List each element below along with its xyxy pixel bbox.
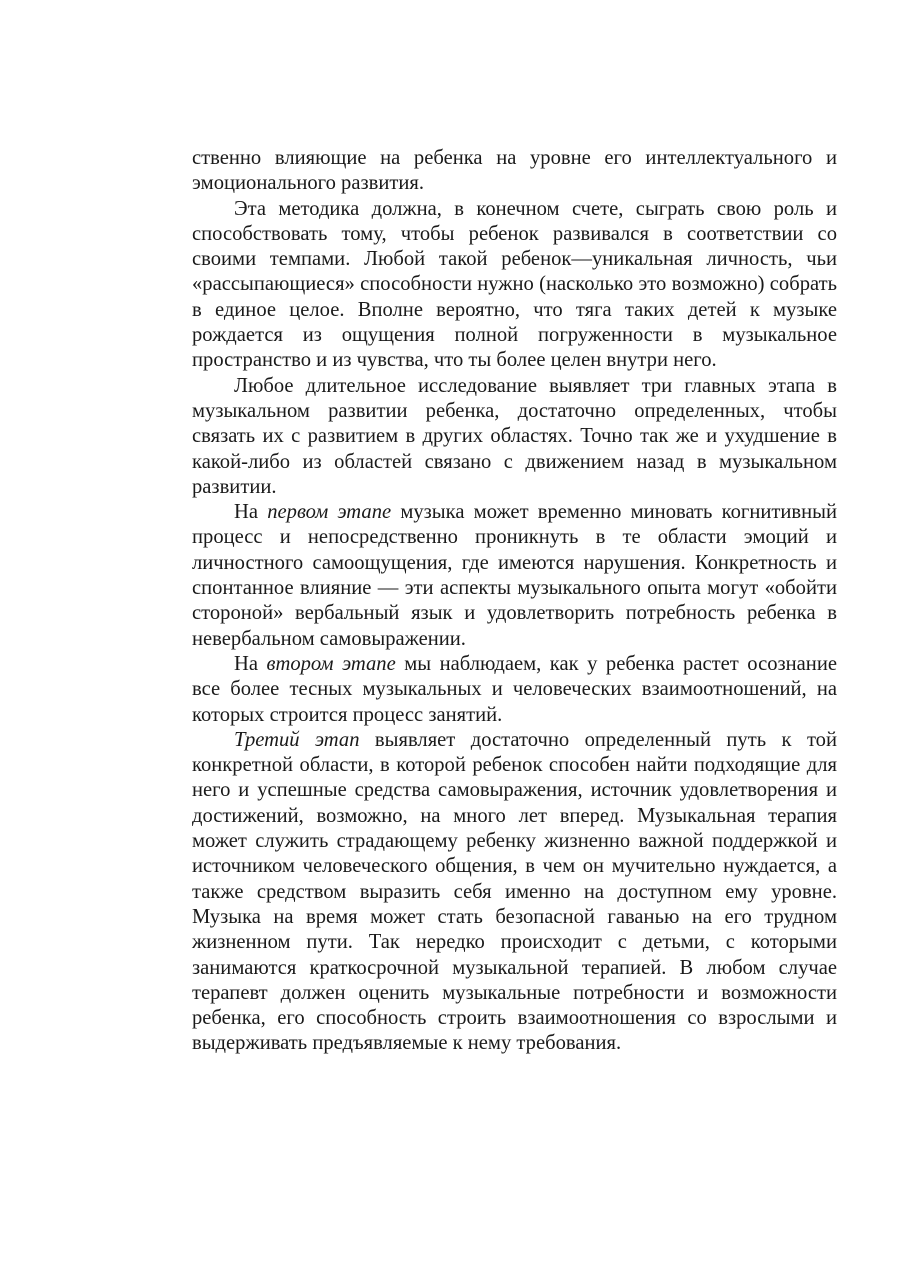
paragraph-text: На	[234, 652, 267, 675]
paragraph-text: музыка может временно миновать когнитивный процесс и непосредственно проникнуть в те области эмоций и личностного самоощущения, где имеются нарушения. Конкретность и спонтанное влияние — эти аспекты музыкального опыта могут «обойти стороной» вербальный язык и удовлетворить потребность ребенка в невербальном самовыражении.	[192, 501, 838, 650]
emphasis-third-stage: Третий этап	[234, 728, 360, 751]
emphasis-second-stage: втором этапе	[266, 652, 396, 675]
paragraph-text: Любое длительное исследование выявляет три главных этапа в музыкальном развитии ребенка, достаточно определенных, чтобы связать их с развитием в других областях. Точно так же и ухудшение в какой-либо из областей связано с движением назад в музыкальном развитии.	[192, 374, 837, 498]
paragraph-three-stages	[192, 374, 837, 500]
paragraph-text: ственно влияющие на ребенка на уровне его интеллектуального и эмоционального развития.	[192, 147, 837, 195]
paragraph-text: выявляет достаточно определенный путь к той конкретной области, в которой ребенок способен найти подходящие для него и успешные средства самовыражения, источник удовлетворения и достижений, возможно, на много лет вперед. Музыкальная терапия может служить страдающему ребенку жизненно важной поддержкой и источником человеческого общения, в чем он мучительно нуждается, а также средством выразить себя именно на доступном ему уровне. Музыка на время может стать безопасной гаванью на его трудном жизненном пути. Так нередко происходит с детьми, с которыми занимаются краткосрочной музыкальной терапией. В любом случае терапевт должен оценить музыкальные потребности и возможности ребенка, его способность строить взаимоотношения со взрослыми и выдерживать предъявляемые к нему требования.	[192, 728, 837, 1055]
paragraph-third-stage	[192, 728, 837, 1057]
paragraph-text: Эта методика должна, в конечном счете, сыграть свою роль и способствовать тому, чтобы ребенок развивался в соответствии со своими темпами. Любой такой ребенок—уникальная личность, чьи «рассыпающиеся» способности нужно (насколько это возможно) собрать в единое целое. Вполне вероятно, что тяга таких детей к музыке рождается из ощущения полной погруженности в музыкальное пространство и из чувства, что ты более целен внутри него.	[192, 197, 837, 372]
paragraph-text: На	[234, 501, 268, 524]
paragraph-continuation	[192, 146, 837, 197]
emphasis-first-stage: первом этапе	[267, 501, 392, 524]
paragraph-second-stage	[192, 652, 837, 728]
paragraph-text: мы наблюдаем, как у ребенка растет осознание все более тесных музыкальных и человеческих взаимоотношений, на которых строится процесс занятий.	[192, 652, 837, 726]
paragraph-methodology	[192, 197, 837, 374]
body-text	[192, 146, 837, 1057]
paragraph-first-stage	[192, 500, 837, 652]
